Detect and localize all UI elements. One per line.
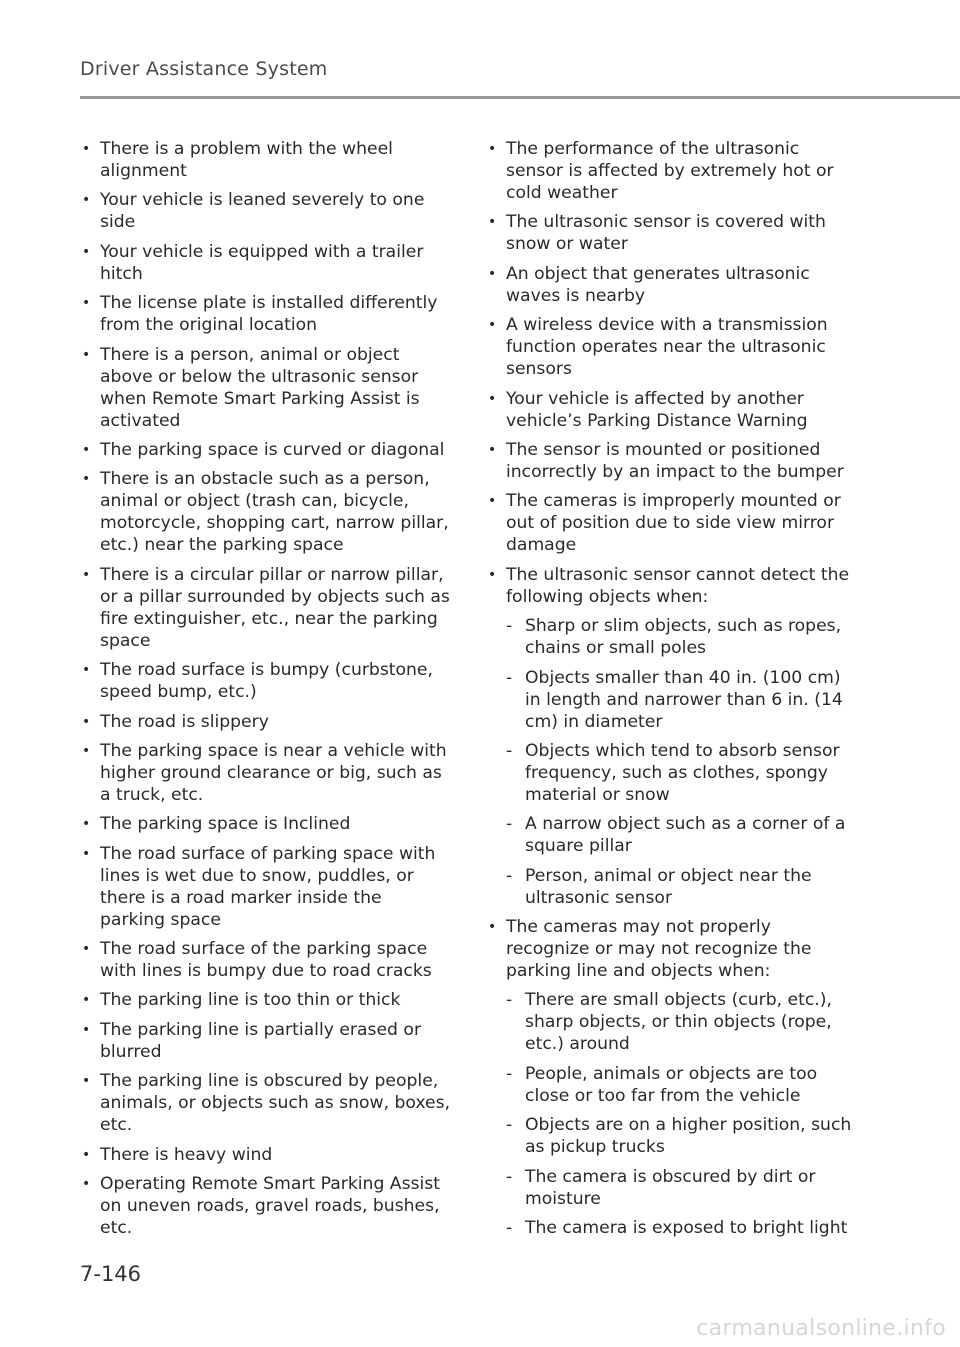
list-item: • The parking line is partially erased or blurred xyxy=(80,1019,452,1063)
section-title: Driver Assistance System xyxy=(80,58,328,80)
ultrasonic-limits-sublist xyxy=(506,615,856,909)
list-item: • The ultrasonic sensor is covered with snow or water xyxy=(486,211,856,255)
list-item: • The parking line is obscured by people, animals, or objects such as snow, boxes, etc. xyxy=(80,1070,452,1136)
list-item: • The road surface of the parking space with lines is bumpy due to road cracks xyxy=(80,938,452,982)
sub-list-item: - Objects which tend to absorb sensor frequency, such as clothes, spongy material or snow xyxy=(506,740,856,806)
left-column xyxy=(80,138,452,1246)
header-divider xyxy=(80,96,960,99)
sub-list-item: - Sharp or slim objects, such as ropes, chains or small poles xyxy=(506,615,856,659)
camera-limits-intro: The cameras may not properly recognize or may not recognize the parking line and objects when: xyxy=(506,917,812,982)
list-item: • There is a problem with the wheel alignment xyxy=(80,138,452,182)
sub-list-item: - The camera is exposed to bright light xyxy=(506,1217,856,1239)
list-item: • The road surface is bumpy (curbstone, speed bump, etc.) xyxy=(80,659,452,703)
camera-limits-item xyxy=(486,916,856,1239)
sub-list-item: - Person, animal or object near the ultrasonic sensor xyxy=(506,865,856,909)
sub-list-item: - Objects smaller than 40 in. (100 cm) in length and narrower than 6 in. (14 cm) in diameter xyxy=(506,667,856,733)
page-number: 7-146 xyxy=(80,1262,142,1286)
list-item: • Your vehicle is leaned severely to one side xyxy=(80,189,452,233)
sub-list-item: - The camera is obscured by dirt or moisture xyxy=(506,1166,856,1210)
list-item: • The performance of the ultrasonic sensor is affected by extremely hot or cold weather xyxy=(486,138,856,204)
list-item: • The license plate is installed differently from the original location xyxy=(80,292,452,336)
sub-list-item: - A narrow object such as a corner of a square pillar xyxy=(506,813,856,857)
list-item: • The cameras is improperly mounted or out of position due to side view mirror damage xyxy=(486,490,856,556)
sub-list-item: - Objects are on a higher position, such as pickup trucks xyxy=(506,1114,856,1158)
list-item: • The road is slippery xyxy=(80,711,452,733)
list-item: • The parking space is Inclined xyxy=(80,813,452,835)
ultrasonic-limits-intro: The ultrasonic sensor cannot detect the following objects when: xyxy=(506,564,850,607)
list-item: • There is heavy wind xyxy=(80,1144,452,1166)
ultrasonic-limits-item xyxy=(486,564,856,909)
list-item: • Operating Remote Smart Parking Assist on uneven roads, gravel roads, bushes, etc. xyxy=(80,1173,452,1239)
list-item: • There is an obstacle such as a person, animal or object (trash can, bicycle, motorcycle, shopping cart, narrow pillar, etc.) near the parking space xyxy=(80,468,452,556)
list-item: • The parking line is too thin or thick xyxy=(80,989,452,1011)
list-item: • Your vehicle is affected by another vehicle’s Parking Distance Warning xyxy=(486,388,856,432)
right-column xyxy=(486,138,856,1246)
sub-list-item: - There are small objects (curb, etc.), sharp objects, or thin objects (rope, etc.) around xyxy=(506,989,856,1055)
list-item: • The road surface of parking space with lines is wet due to snow, puddles, or there is a road marker inside the parking space xyxy=(80,843,452,931)
watermark: carmanualsonline.info xyxy=(696,1316,946,1341)
list-item: • A wireless device with a transmission function operates near the ultrasonic sensors xyxy=(486,314,856,380)
camera-limits-sublist xyxy=(506,989,856,1239)
list-item: • There is a circular pillar or narrow pillar, or a pillar surrounded by objects such as fire extinguisher, etc., near the parking space xyxy=(80,564,452,652)
list-item: • The parking space is near a vehicle with higher ground clearance or big, such as a truck, etc. xyxy=(80,740,452,806)
list-item: • There is a person, animal or object above or below the ultrasonic sensor when Remote Smart Parking Assist is activated xyxy=(80,344,452,432)
list-item: • The sensor is mounted or positioned incorrectly by an impact to the bumper xyxy=(486,439,856,483)
sub-list-item: - People, animals or objects are too close or too far from the vehicle xyxy=(506,1063,856,1107)
list-item: • An object that generates ultrasonic waves is nearby xyxy=(486,263,856,307)
list-item: • Your vehicle is equipped with a trailer hitch xyxy=(80,241,452,285)
list-item: • The parking space is curved or diagonal xyxy=(80,439,452,461)
